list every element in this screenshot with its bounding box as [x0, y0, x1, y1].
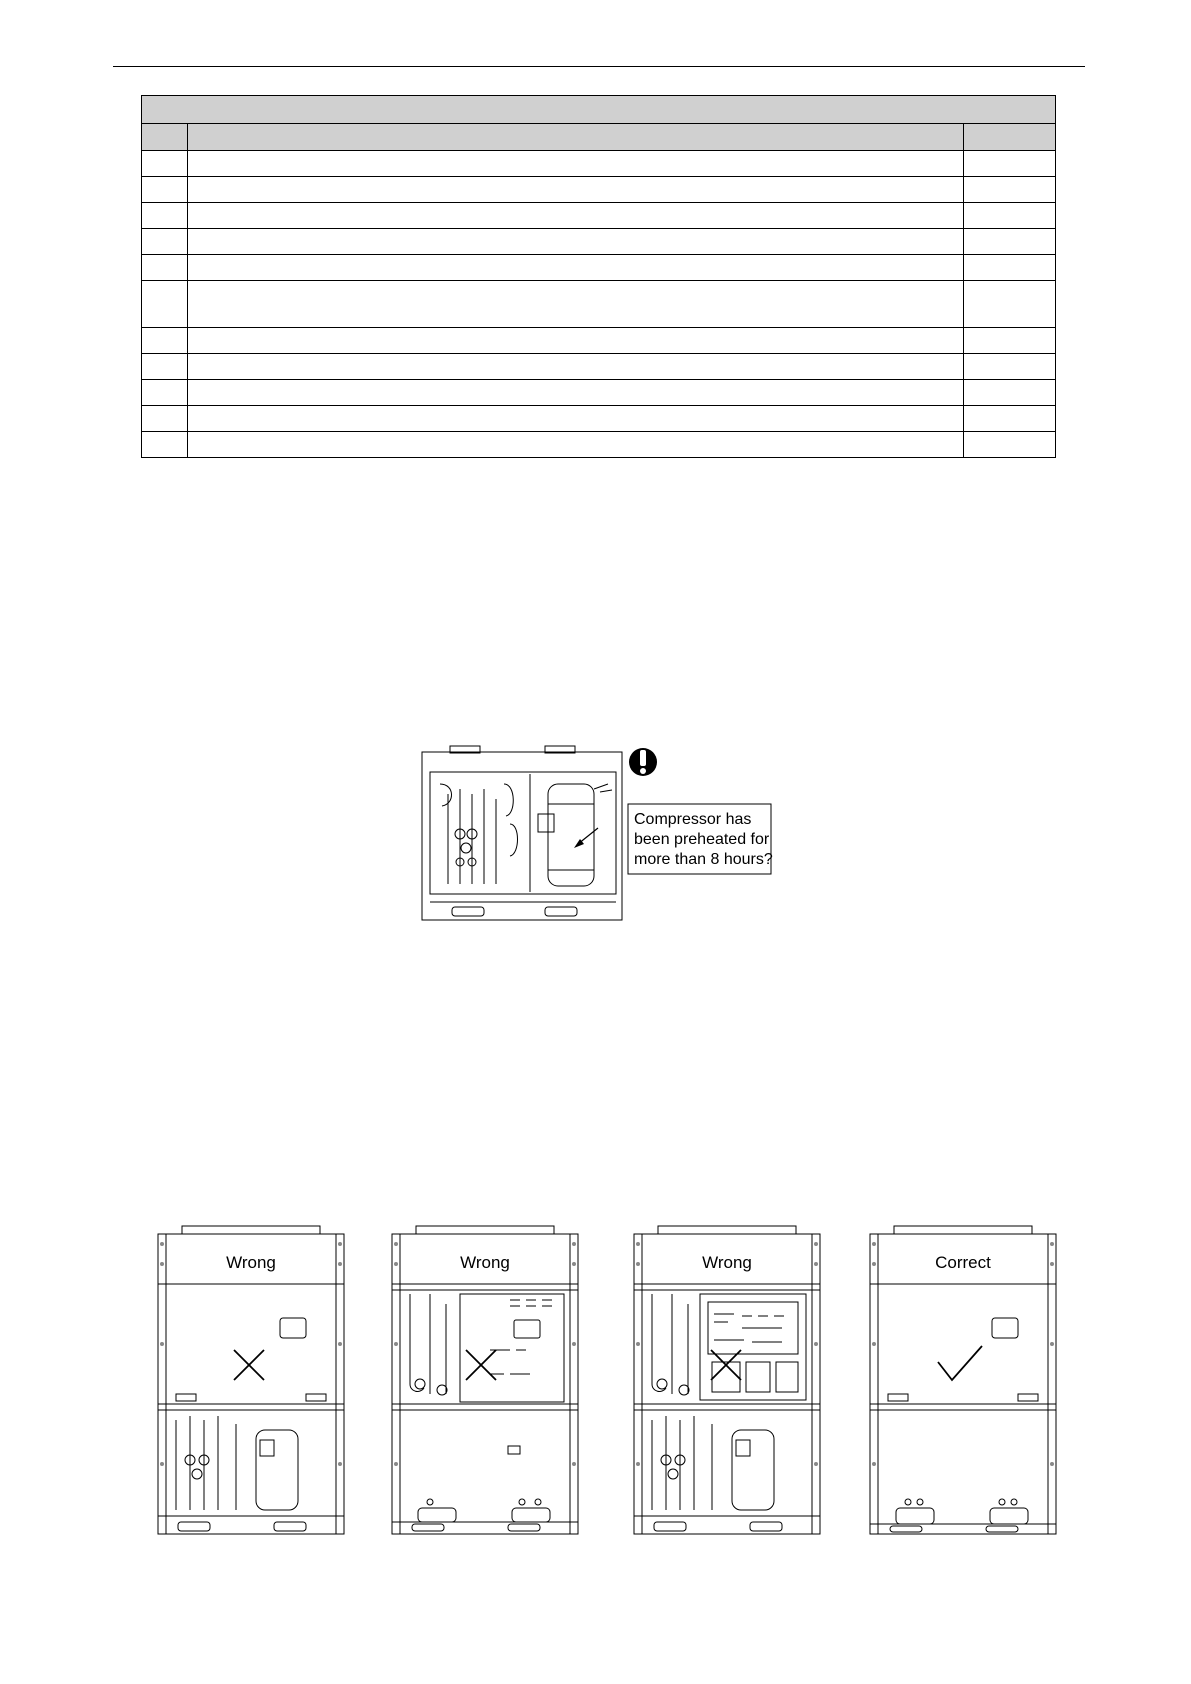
check-icon	[938, 1346, 982, 1380]
panel-label: Wrong	[460, 1253, 510, 1272]
table-row	[142, 406, 1056, 432]
cross-icon	[234, 1350, 264, 1380]
cross-icon	[466, 1350, 496, 1380]
panel-figure-3	[632, 1224, 822, 1550]
unit-outline	[422, 752, 622, 920]
table-row	[142, 177, 1056, 203]
exclamation-icon	[629, 748, 657, 776]
table-row	[142, 354, 1056, 380]
table-row	[142, 380, 1056, 406]
panel-label: Wrong	[226, 1253, 276, 1272]
table-header-row	[142, 124, 1056, 151]
note-line-3: more than 8 hours?	[634, 851, 773, 868]
panel-figure-4	[868, 1224, 1058, 1550]
panel-figure-1	[156, 1224, 346, 1550]
table-row	[142, 432, 1056, 458]
compressor-preheat-figure	[420, 744, 780, 924]
table-row	[142, 229, 1056, 255]
note-line-2: been preheated for	[634, 831, 770, 848]
table-row	[142, 328, 1056, 354]
panel-label: Wrong	[702, 1253, 752, 1272]
table-row	[142, 203, 1056, 229]
header-rule	[113, 66, 1085, 67]
note-line-1: Compressor has	[634, 811, 752, 828]
table-row	[142, 281, 1056, 328]
table-row	[142, 151, 1056, 177]
table-title-row	[142, 96, 1056, 124]
panel-figure-2	[390, 1224, 580, 1550]
panel-label: Correct	[935, 1253, 991, 1272]
checklist-table	[141, 95, 1056, 458]
table-row	[142, 255, 1056, 281]
